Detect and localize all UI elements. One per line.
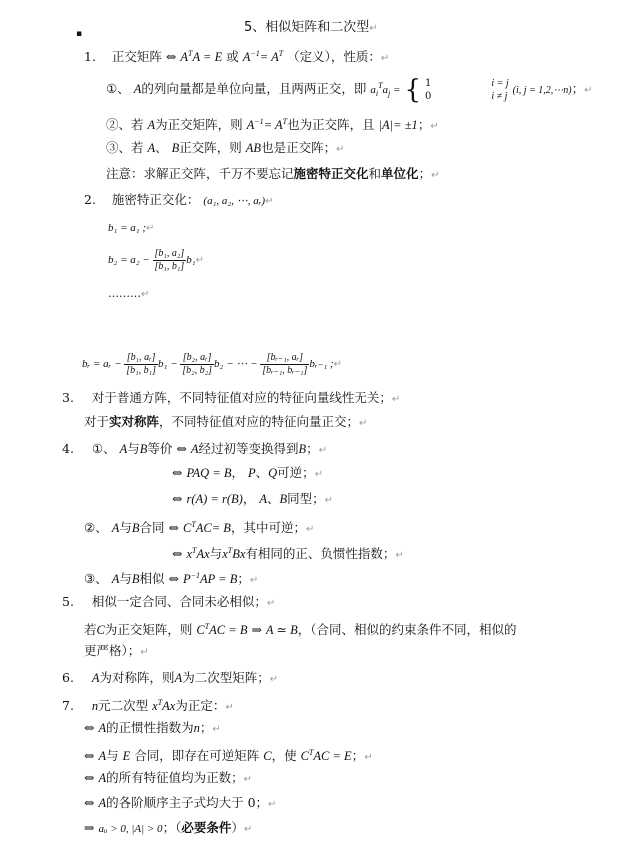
item-number: 2.	[84, 192, 96, 207]
paragraph-mark: ↵	[140, 647, 149, 658]
math: A	[174, 671, 183, 685]
paragraph-mark: ↵	[314, 469, 324, 480]
paragraph-mark: ↵	[212, 724, 221, 735]
item-number: 1.	[84, 49, 96, 64]
item-number: 5.	[62, 594, 74, 609]
item-7-intro	[62, 695, 234, 716]
iff-symbol: ⇔	[168, 571, 179, 586]
paragraph-mark: ↵	[430, 121, 439, 132]
math: A	[98, 749, 107, 763]
paragraph-mark: ↵	[431, 170, 440, 181]
text: 施密特正交化：	[111, 192, 200, 207]
item-7-cond-1	[84, 720, 221, 738]
paragraph-mark: ↵	[359, 418, 368, 429]
item-1-property-2	[106, 114, 439, 135]
paragraph-mark: ↵	[369, 23, 378, 34]
math: A	[98, 721, 107, 735]
text: ①、	[106, 81, 130, 96]
index-range: (i, j = 1,2,⋯n)	[512, 85, 572, 96]
item-7-cond-3	[84, 770, 252, 788]
text: 对于	[84, 414, 110, 429]
text: 对于普通方阵，不同特征值对应的特征向量线性无关；	[91, 390, 392, 405]
math: A	[119, 442, 128, 456]
item-number: 4.	[62, 441, 74, 456]
schmidt-b2: b₂ = a₂ − $\frac{\text{[b₁, a₂]}}{\text{[b₁, b₁]}}$ b₁↵	[108, 247, 204, 272]
text: ；	[418, 166, 432, 181]
text: 若	[84, 622, 97, 637]
paragraph-mark: ↵	[141, 289, 150, 300]
text: 或	[226, 49, 239, 64]
item-1-note	[106, 166, 439, 184]
math: n	[91, 699, 99, 713]
implies-symbol: ⇒	[251, 622, 262, 637]
text: 同型；	[287, 491, 325, 506]
item-4-congruent	[84, 517, 314, 538]
text: ②、	[84, 520, 108, 535]
math: A	[111, 572, 120, 586]
paragraph-mark: ↵	[318, 445, 328, 456]
math: P	[247, 466, 256, 480]
item-7-cond-4	[84, 795, 276, 813]
math: A	[190, 442, 199, 456]
math: $A^TA = E$	[180, 49, 223, 64]
paragraph-mark: ↵	[305, 524, 315, 535]
item-4-equivalent-2	[172, 465, 323, 483]
item-1-property-1	[106, 72, 592, 108]
text: 正交矩阵	[111, 49, 162, 64]
math: B	[171, 141, 180, 155]
math: $x^TBx$	[222, 546, 246, 561]
text: 为二次型矩阵；	[182, 670, 270, 685]
item-4-equivalent-3	[172, 491, 333, 509]
paragraph-mark: ↵	[249, 575, 259, 586]
math: B	[298, 442, 307, 456]
text: 为正交矩阵，则	[104, 622, 193, 637]
iff-symbol: ⇔	[172, 465, 183, 480]
text: 相似	[139, 571, 165, 586]
paragraph-mark: ↵	[364, 752, 373, 763]
text: ；	[417, 117, 431, 132]
math: C	[263, 749, 272, 763]
paragraph-mark: ↵	[391, 394, 401, 405]
math: r(A) = r(B)	[186, 492, 243, 506]
text: 的各阶顺序主子式均大于 0；	[106, 795, 269, 810]
math: $C^TAC = E$	[300, 748, 352, 763]
math: AB	[245, 141, 262, 155]
bold-text: 单位化	[381, 166, 419, 181]
iff-symbol: ⇔	[168, 520, 179, 535]
paragraph-mark: ↵	[584, 85, 593, 96]
text: ；	[306, 441, 319, 456]
item-2-intro	[84, 192, 273, 210]
item-7-cond-2	[84, 745, 373, 766]
item-3-line-1	[62, 390, 400, 408]
math: $a_i^Ta_j$ =	[370, 81, 401, 98]
text: 注意：求解正交阵，千万不要忘记	[106, 166, 294, 181]
math: A	[111, 521, 120, 535]
text: ①、	[91, 441, 116, 456]
iff-symbol: ⇔	[172, 546, 183, 561]
item-6	[62, 670, 278, 688]
text: 、	[155, 140, 168, 155]
text: 元二次型	[98, 698, 149, 713]
text: 为正定：	[175, 698, 226, 713]
text: ；	[571, 81, 585, 96]
text: ②、若	[106, 117, 144, 132]
math: |A|= ±1	[378, 118, 418, 132]
item-3-line-2	[84, 414, 367, 432]
iff-symbol: ⇔	[84, 748, 95, 763]
math: A	[147, 141, 156, 155]
page-title	[244, 20, 378, 37]
text: ；	[199, 720, 213, 735]
text: ，其中可逆；	[230, 520, 306, 535]
text: ，使	[271, 748, 297, 763]
bold-text: 实对称阵	[109, 414, 160, 429]
text: 更严格）；	[84, 643, 141, 658]
brace-icon: {	[404, 74, 421, 105]
math: A	[147, 118, 156, 132]
text: 也为正交阵，且	[287, 117, 375, 132]
math: A	[259, 492, 267, 506]
paragraph-mark: ↵	[225, 702, 234, 713]
paragraph-mark: ↵	[195, 255, 204, 266]
paragraph-mark: ↵	[333, 359, 343, 370]
header-bullet: ▪	[76, 29, 83, 39]
text: 可逆；	[277, 465, 315, 480]
math: A	[91, 671, 100, 685]
math: Q	[268, 466, 278, 480]
math: A	[133, 82, 142, 96]
paragraph-mark: ↵	[243, 824, 253, 835]
text: 的正惯性指数为	[106, 720, 194, 735]
paragraph-mark: ↵	[145, 223, 155, 234]
item-7-cond-5	[84, 820, 252, 838]
text: 的所有特征值均为正数；	[106, 770, 244, 785]
text: ；（	[162, 820, 182, 835]
item-number: 3.	[62, 390, 74, 405]
iff-symbol: ⇔	[84, 795, 95, 810]
text: 经过初等变换得到	[198, 441, 299, 456]
schmidt-dots: ………↵	[108, 287, 150, 300]
implies-symbol: ⇒	[84, 820, 95, 835]
math: E	[122, 749, 131, 763]
math: PAQ = B	[186, 466, 232, 480]
schmidt-b1: b₁ = a₁ ;↵	[108, 222, 155, 234]
text: ③、	[84, 571, 108, 586]
math: $P^{-1}AP = B$	[182, 571, 238, 586]
paragraph-mark: ↵	[269, 674, 279, 685]
math: $x^TAx$	[186, 546, 210, 561]
text: 与	[127, 441, 140, 456]
paragraph-mark: ↵	[324, 495, 334, 506]
fraction: $\frac{\text{[b₁, aᵣ]}}{\text{[b₁, b₁]}}$	[126, 351, 157, 376]
page-title-text: 5、相似矩阵和二次型	[244, 20, 370, 35]
text: 与	[119, 571, 132, 586]
text: ；	[351, 748, 365, 763]
text: 的列向量都是单位向量，且两两正交，即	[141, 81, 367, 96]
math: $A^{-1}= A^T$	[242, 49, 284, 64]
text: 、	[255, 465, 269, 480]
paragraph-mark: ↵	[395, 550, 404, 561]
item-1-intro	[84, 46, 389, 67]
item-4-congruent-2	[172, 543, 404, 564]
schmidt-br: bᵣ = aᵣ − $\frac{\text{[b₁, aᵣ]}}{\text{[b₁, b₁]}}$ b₁ − $\frac{\text{[b₂, aᵣ]}}{\text{[b₂, b₂]}}$ b₂ − ⋯ − $\frac{\text{[bᵣ₋₁, aᵣ]}}{\text{[bᵣ₋₁, bᵣ₋₁]}}$ bᵣ₋₁ ;↵	[82, 351, 343, 376]
paragraph-mark: ↵	[243, 774, 253, 785]
math: A	[98, 771, 107, 785]
text: 为对称阵，则	[99, 670, 175, 685]
paragraph-mark: ↵	[266, 598, 276, 609]
item-5-line-2	[84, 619, 516, 638]
text: 合同，即存在可逆矩阵	[134, 748, 260, 763]
paragraph-mark: ↵	[380, 53, 390, 64]
text: 相似一定合同、合同未必相似；	[91, 594, 267, 609]
item-4-similar	[84, 568, 258, 589]
paragraph-mark: ↵	[265, 196, 274, 207]
bold-text: 必要条件	[181, 820, 232, 835]
math: $A^{-1}= A^T$	[246, 117, 288, 132]
math: A	[98, 796, 107, 810]
iff-symbol: ⇔	[165, 49, 177, 64]
text: 与	[209, 546, 223, 561]
item-5-line-3	[84, 643, 149, 661]
cases-values: 1 0	[424, 77, 432, 102]
paragraph-mark: ↵	[268, 799, 277, 810]
math: $C^TAC = B$	[196, 622, 248, 637]
cases-conditions: i = j i ≠ j	[491, 77, 509, 102]
math: (a₁, a₂, ⋯, aᵣ)	[203, 195, 266, 207]
math: A ≃ B	[265, 623, 298, 637]
math: $x^TAx$	[152, 698, 176, 713]
item-number: 7.	[62, 698, 74, 713]
math: aᵢᵢ > 0, |A| > 0	[98, 823, 163, 835]
text: ，	[242, 491, 256, 506]
text: 有相同的正、负惯性指数；	[245, 546, 396, 561]
bold-text: 施密特正交化	[293, 166, 369, 181]
text: ；	[237, 571, 250, 586]
text: 和	[368, 166, 382, 181]
math: C	[96, 623, 105, 637]
text: ，（合同、相似的约束条件不同，相似的	[297, 622, 517, 637]
math: $C^TAC= B$	[182, 520, 231, 535]
math: B	[131, 572, 140, 586]
iff-symbol: ⇔	[176, 441, 187, 456]
item-4-equivalent	[62, 441, 327, 459]
text: 合同	[139, 520, 165, 535]
text: 与	[119, 520, 132, 535]
iff-symbol: ⇔	[84, 720, 95, 735]
text: （定义），性质：	[287, 49, 381, 64]
text: ，不同特征值对应的特征向量正交；	[159, 414, 360, 429]
text: 与	[106, 748, 119, 763]
text: ）	[231, 820, 244, 835]
text: 、	[266, 491, 280, 506]
text: ，	[231, 465, 244, 480]
iff-symbol: ⇔	[172, 491, 183, 506]
paragraph-mark: ↵	[336, 144, 345, 155]
item-1-property-3	[106, 140, 344, 158]
math: B	[131, 521, 140, 535]
math: B	[279, 492, 288, 506]
math: n	[193, 721, 200, 735]
fraction: $\frac{\text{[b₂, aᵣ]}}{\text{[b₂, b₂]}}$	[182, 351, 213, 376]
iff-symbol: ⇔	[84, 770, 95, 785]
text: ③、若	[106, 140, 144, 155]
math: B	[139, 442, 148, 456]
text: 正交阵，则	[179, 140, 242, 155]
fraction: $\frac{\text{[b₁, a₂]}}{\text{[b₁, b₁]}}$	[154, 247, 185, 272]
fraction: $\frac{\text{[bᵣ₋₁, aᵣ]}}{\text{[bᵣ₋₁, bᵣ₋₁]}}$	[262, 351, 308, 376]
item-number: 6.	[62, 670, 74, 685]
text: 等价	[147, 441, 173, 456]
item-5-line-1	[62, 594, 275, 612]
text: 也是正交阵；	[261, 140, 337, 155]
text: 为正交矩阵，则	[155, 117, 243, 132]
